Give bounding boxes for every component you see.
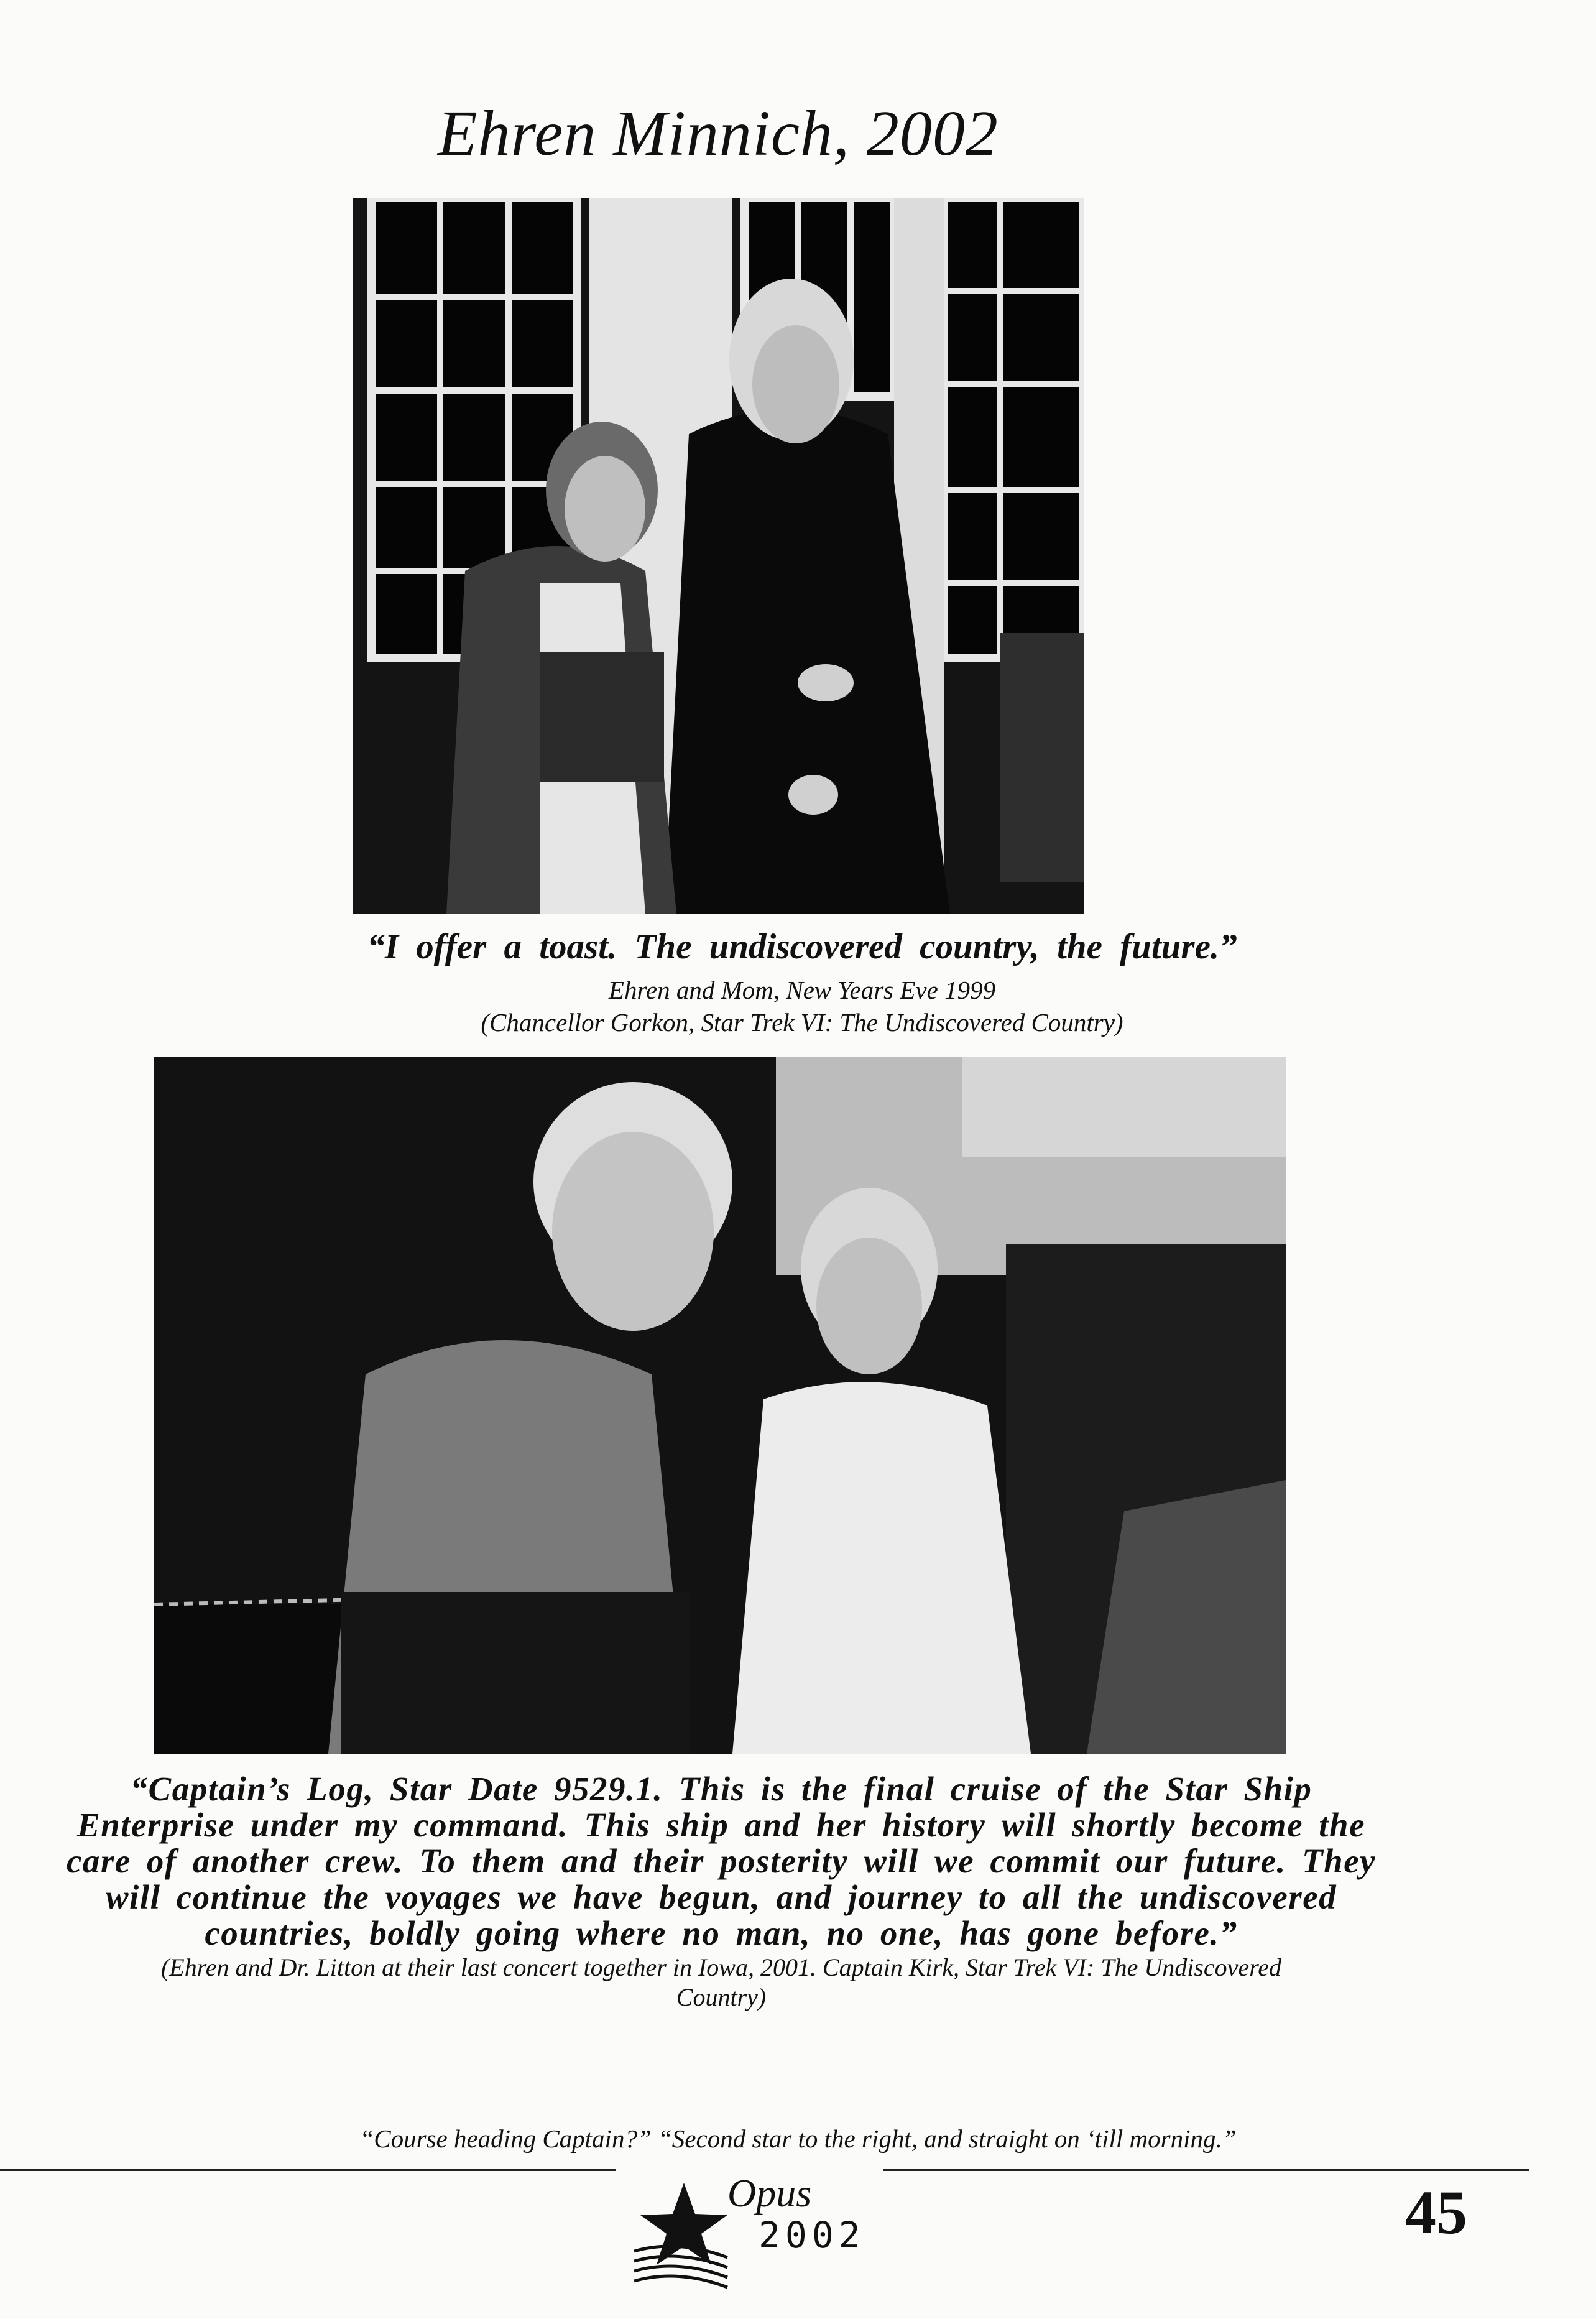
photo-ehren-and-mom [353,198,1084,914]
photo2-quote [25,1771,1418,1951]
photo2-quote-line: Enterprise under my command. This ship and her history will shortly become the [76,1806,1366,1844]
photo2-quote-line: will continue the voyages we have begun, and journey to all the undiscovered [105,1878,1337,1916]
flag-stripes-icon [634,2246,727,2287]
photo-ehren-and-dr-litton [154,1057,1286,1754]
logo-year-text: 2002 [759,2214,865,2256]
photo2-caption-line2: Country) [676,1983,767,2011]
photo2-caption [37,1953,1405,2012]
photo1-quote: “I offer a toast. The undiscovered country, the future.” [367,927,1237,966]
photo2-caption-line1: (Ehren and Dr. Litton at their last concert together in Iowa, 2001. Captain Kirk, Star Trek VI: The Undiscovered [160,1953,1282,1981]
photo2-quote-line: “Captain’s Log, Star Date 9529.1. This is the final cruise of the Star Ship [130,1770,1312,1808]
photo1-caption-line1: Ehren and Mom, New Years Eve 1999 [608,976,996,1004]
footer-rule-right [883,2169,1529,2171]
footer-quote: “Course heading Captain?” “Second star to the right, and straight on ‘till morning.” [359,2124,1237,2153]
logo-opus-text: Opus [727,2171,812,2215]
photo2-quote-line: countries, boldly going where no man, no one, has gone before.” [205,1914,1238,1952]
photo2-quote-line: care of another crew. To them and their posterity will we commit our future. They [66,1842,1377,1880]
footer-rule-left [0,2169,616,2171]
page-number: 45 [1405,2178,1467,2247]
page-title: Ehren Minnich, 2002 [438,98,999,169]
photo1-caption-line2: (Chancellor Gorkon, Star Trek VI: The Undiscovered Country) [481,1008,1123,1037]
